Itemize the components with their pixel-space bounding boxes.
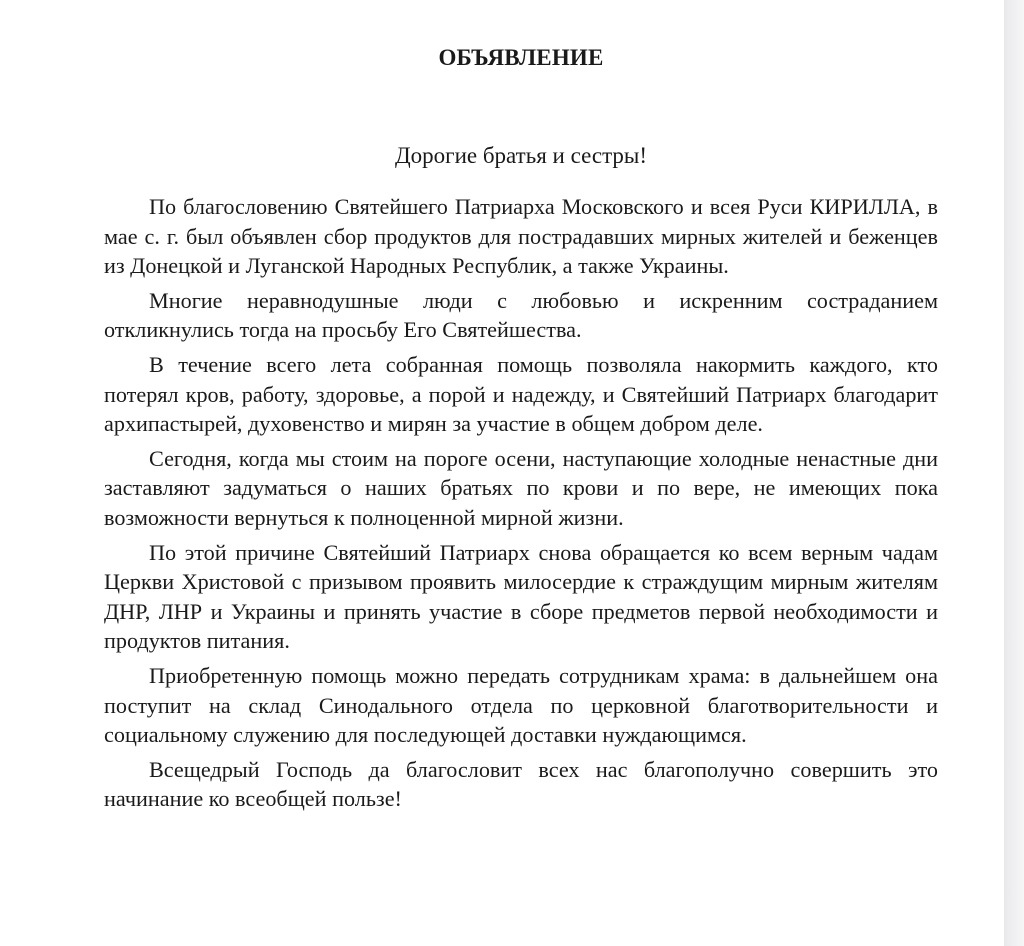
greeting: Дорогие братья и сестры! [394, 143, 648, 168]
paragraph-blessing: По благословению Святейшего Патриарха Московского и всея Руси КИРИЛЛА, в мае с. г. был объявлен сбор продуктов для пострадавших мирных жителей и беженцев из Донецкой и Луганской Народных Республик, а также Украины. [104, 194, 938, 279]
paragraph-response: Многие неравнодушные люди с любовью и искренним состраданием откликнулись тогда на просьбу Его Святейшества. [104, 287, 938, 343]
paragraph-autumn: Сегодня, когда мы стоим на пороге осени, наступающие холодные ненастные дни заставляют задуматься о наших братьях по крови и по вере, не имеющих пока возможности вернуться к полноценной мирной жизни. [104, 445, 938, 530]
document-body [104, 192, 938, 814]
paragraph-closing-blessing: Всещедрый Господь да благословит всех нас благополучно совершить это начинание ко всеобщей пользе! [104, 756, 938, 812]
page-edge [1004, 0, 1024, 946]
paragraph-summer-help: В течение всего лета собранная помощь позволяла накормить каждого, кто потерял кров, работу, здоровье, а порой и надежду, и Святейший Патриарх благодарит архипастырей, духовенство и мирян за участие в общем добром деле. [104, 351, 938, 437]
paragraph-donation-info: Приобретенную помощь можно передать сотрудникам храма: в дальнейшем она поступит на склад Синодального отдела по церковной благотворительности и социальному служению для последующей доставки нуждающимся. [104, 662, 938, 748]
document-title: ОБЪЯВЛЕНИЕ [438, 45, 604, 70]
paragraph-appeal: По этой причине Святейший Патриарх снова обращается ко всем верным чадам Церкви Христовой с призывом проявить милосердие к страждущим мирным жителям ДНР, ЛНР и Украины и принять участие в сборе предметов первой необходимости и продуктов питания. [104, 539, 938, 654]
document-content [104, 38, 938, 819]
